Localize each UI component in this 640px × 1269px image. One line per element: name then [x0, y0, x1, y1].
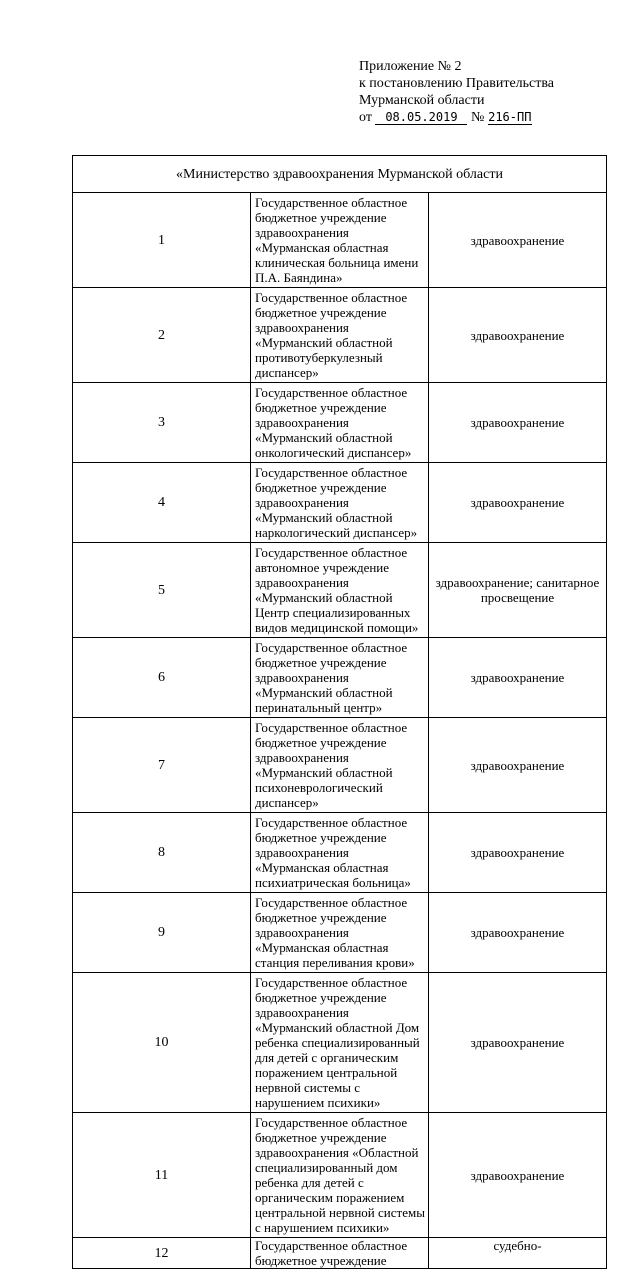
institution-name: Государственное областное бюджетное учреждение — [251, 1238, 429, 1269]
row-number: 1 — [73, 193, 251, 288]
institutions-table — [72, 155, 607, 1269]
table-title-row — [73, 156, 607, 193]
activity-type: здравоохранение — [429, 193, 607, 288]
table-row — [73, 813, 607, 893]
date-prefix: от — [359, 110, 372, 125]
ministry-title: «Министерство здравоохранения Мурманской области — [73, 156, 607, 193]
region-name: Мурманской области — [359, 93, 485, 108]
institution-name: Государственное областное бюджетное учреждение здравоохранения «Мурманский областной перинатальный центр» — [251, 638, 429, 718]
activity-type: здравоохранение — [429, 893, 607, 973]
institution-name: Государственное областное бюджетное учреждение здравоохранения «Мурманский областной психоневрологический диспансер» — [251, 718, 429, 813]
activity-type: здравоохранение — [429, 383, 607, 463]
row-number: 10 — [73, 973, 251, 1113]
table-row — [73, 383, 607, 463]
row-number: 11 — [73, 1113, 251, 1238]
institution-name: Государственное областное бюджетное учреждение здравоохранения «Мурманская областная станция переливания крови» — [251, 893, 429, 973]
institution-name: Государственное областное бюджетное учреждение здравоохранения «Областной специализированный дом ребенка для детей с органическим поражением центральной нервной системы с нарушением психики» — [251, 1113, 429, 1238]
table-row — [73, 193, 607, 288]
institution-name: Государственное областное бюджетное учреждение здравоохранения «Мурманский областной онкологический диспансер» — [251, 383, 429, 463]
row-number: 3 — [73, 383, 251, 463]
appendix-header — [359, 58, 554, 126]
table-row — [73, 1238, 607, 1269]
institution-name: Государственное областное бюджетное учреждение здравоохранения «Мурманский областной противотуберкулезный диспансер» — [251, 288, 429, 383]
table-row — [73, 1113, 607, 1238]
table-row — [73, 288, 607, 383]
appendix-number: Приложение № 2 — [359, 59, 462, 74]
row-number: 6 — [73, 638, 251, 718]
activity-type: здравоохранение — [429, 1113, 607, 1238]
row-number: 12 — [73, 1238, 251, 1269]
institution-name: Государственное областное бюджетное учреждение здравоохранения «Мурманская областная психиатрическая больница» — [251, 813, 429, 893]
row-number: 7 — [73, 718, 251, 813]
table-row — [73, 463, 607, 543]
row-number: 4 — [73, 463, 251, 543]
institution-name: Государственное областное бюджетное учреждение здравоохранения «Мурманский областной наркологический диспансер» — [251, 463, 429, 543]
activity-type: здравоохранение — [429, 463, 607, 543]
activity-type: судебно- — [429, 1238, 607, 1269]
activity-type: здравоохранение — [429, 973, 607, 1113]
resolution-number: 216-ПП — [488, 110, 532, 124]
table-row — [73, 718, 607, 813]
activity-type: здравоохранение — [429, 813, 607, 893]
table-row — [73, 638, 607, 718]
table-row — [73, 543, 607, 638]
activity-type: здравоохранение; санитарное просвещение — [429, 543, 607, 638]
resolution-date: 08.05.2019 — [375, 110, 467, 125]
number-prefix: № — [470, 110, 485, 125]
row-number: 5 — [73, 543, 251, 638]
resolution-reference: к постановлению Правительства — [359, 76, 555, 91]
activity-type: здравоохранение — [429, 288, 607, 383]
activity-type: здравоохранение — [429, 718, 607, 813]
table-row — [73, 973, 607, 1113]
institution-name: Государственное областное автономное учреждение здравоохранения «Мурманский областной Центр специализированных видов медицинской помощи» — [251, 543, 429, 638]
institution-name: Государственное областное бюджетное учреждение здравоохранения «Мурманская областная клиническая больница имени П.А. Баяндина» — [251, 193, 429, 288]
activity-type: здравоохранение — [429, 638, 607, 718]
date-number-line — [359, 109, 554, 126]
institution-name: Государственное областное бюджетное учреждение здравоохранения «Мурманский областной Дом ребенка специализированный для детей с органическим поражением центральной нервной системы с нарушением психики» — [251, 973, 429, 1113]
row-number: 2 — [73, 288, 251, 383]
row-number: 9 — [73, 893, 251, 973]
row-number: 8 — [73, 813, 251, 893]
